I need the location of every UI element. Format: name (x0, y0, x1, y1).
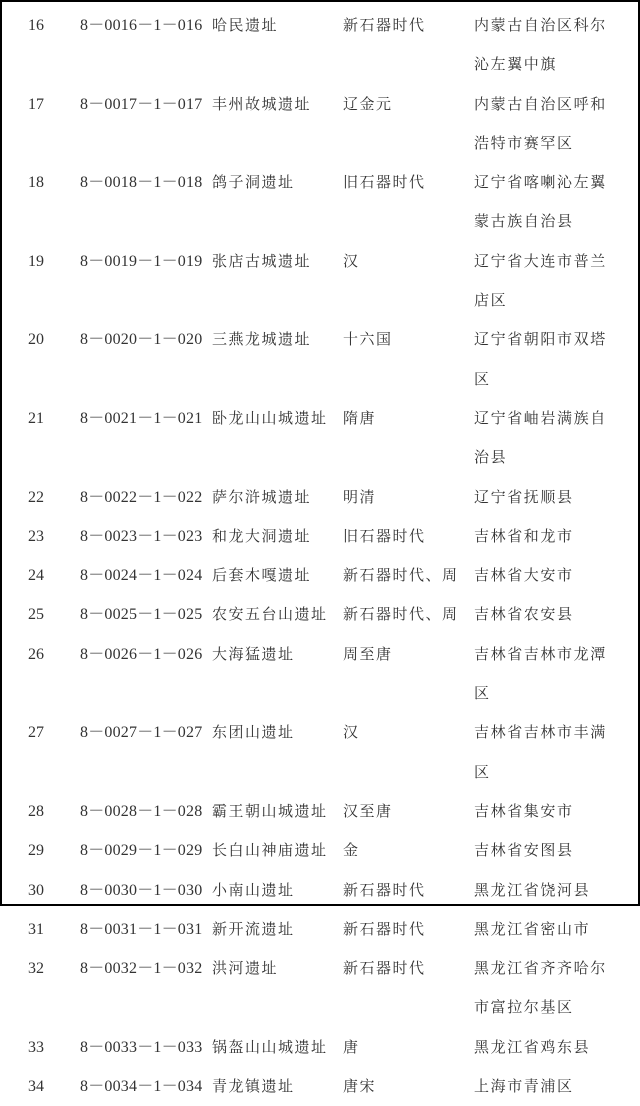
table-row (2, 871, 638, 910)
row-number: 34 (28, 1078, 44, 1096)
site-code: 8－0019－1－019 (80, 252, 203, 270)
site-code: 8－0024－1－024 (80, 567, 203, 585)
site-name: 卧龙山山城遗址 (212, 408, 328, 427)
site-location: 内蒙古自治区科尔沁左翼中旗 (474, 16, 607, 74)
site-code: 8－0017－1－017 (80, 95, 203, 113)
row-number: 18 (28, 174, 44, 192)
site-location: 黑龙江省鸡东县 (474, 1037, 591, 1056)
site-location: 吉林省大安市 (474, 566, 574, 585)
site-era: 新石器时代 (343, 880, 426, 899)
site-name: 丰州故城遗址 (212, 94, 312, 113)
table-row (2, 242, 638, 321)
site-era: 明清 (343, 487, 377, 506)
table-row (2, 949, 638, 1028)
row-number: 32 (28, 960, 44, 978)
site-era: 周至唐 (343, 644, 393, 663)
site-era: 新石器时代、周 (343, 605, 459, 624)
site-code: 8－0023－1－023 (80, 527, 203, 545)
row-number: 31 (28, 920, 44, 938)
site-code: 8－0020－1－020 (80, 331, 203, 349)
row-number: 29 (28, 842, 44, 860)
table-row (2, 478, 638, 517)
site-code: 8－0021－1－021 (80, 409, 203, 427)
site-era: 唐宋 (343, 1077, 377, 1096)
row-number: 28 (28, 802, 44, 820)
site-era: 新石器时代 (343, 16, 426, 34)
site-code: 8－0029－1－029 (80, 842, 203, 860)
site-name: 大海猛遗址 (212, 644, 295, 663)
site-location: 吉林省和龙市 (474, 526, 574, 545)
site-code: 8－0027－1－027 (80, 724, 203, 742)
table-row (2, 1028, 638, 1067)
row-number: 33 (28, 1038, 44, 1056)
table-row (2, 713, 638, 792)
table-row (2, 595, 638, 634)
table-row (2, 85, 638, 164)
site-name: 青龙镇遗址 (212, 1077, 295, 1096)
site-name: 洪河遗址 (212, 959, 279, 978)
row-number: 30 (28, 881, 44, 899)
site-era: 金 (343, 841, 360, 860)
site-era: 辽金元 (343, 94, 393, 113)
row-number: 23 (28, 527, 44, 545)
table-row (2, 399, 638, 478)
table-row (2, 163, 638, 242)
table-row (2, 792, 638, 831)
site-name: 新开流遗址 (212, 919, 295, 938)
site-era: 旧石器时代 (343, 526, 426, 545)
site-era: 十六国 (343, 330, 393, 349)
site-code: 8－0030－1－030 (80, 881, 203, 899)
site-name: 霸王朝山城遗址 (212, 801, 328, 820)
site-era: 汉 (343, 251, 360, 270)
table-row (2, 556, 638, 595)
row-number: 17 (28, 95, 44, 113)
site-location: 辽宁省朝阳市双塔区 (474, 330, 607, 388)
site-location: 吉林省吉林市龙潭区 (474, 644, 607, 703)
site-name: 后套木嘎遗址 (212, 566, 312, 585)
site-name: 小南山遗址 (212, 880, 295, 899)
site-code: 8－0033－1－033 (80, 1038, 203, 1056)
site-name: 三燕龙城遗址 (212, 330, 312, 349)
site-name: 鸽子洞遗址 (212, 173, 295, 192)
site-location: 吉林省吉林市丰满区 (474, 723, 607, 781)
site-name: 农安五台山遗址 (212, 605, 328, 624)
site-location: 黑龙江省密山市 (474, 919, 591, 938)
site-era: 新石器时代、周 (343, 566, 459, 585)
site-era: 汉至唐 (343, 801, 393, 820)
row-number: 27 (28, 724, 44, 742)
row-number: 24 (28, 567, 44, 585)
site-era: 唐 (343, 1037, 360, 1056)
site-era: 汉 (343, 723, 360, 742)
site-era: 新石器时代 (343, 959, 426, 978)
site-location: 辽宁省喀喇沁左翼蒙古族自治县 (474, 173, 607, 231)
site-era: 隋唐 (343, 408, 377, 427)
site-code: 8－0026－1－026 (80, 645, 203, 663)
site-name: 萨尔浒城遗址 (212, 487, 312, 506)
row-number: 26 (28, 645, 44, 663)
site-name: 和龙大洞遗址 (212, 526, 312, 545)
table-row (2, 320, 638, 399)
site-location: 吉林省农安县 (474, 605, 574, 624)
site-era: 新石器时代 (343, 919, 426, 938)
site-code: 8－0022－1－022 (80, 488, 203, 506)
table-row (2, 517, 638, 556)
site-code: 8－0018－1－018 (80, 174, 203, 192)
table-row (2, 910, 638, 949)
site-name: 长白山神庙遗址 (212, 841, 328, 860)
table-row (2, 6, 638, 85)
row-number: 19 (28, 252, 44, 270)
site-code: 8－0025－1－025 (80, 606, 203, 624)
site-name: 东团山遗址 (212, 723, 295, 742)
table-row (2, 635, 638, 714)
site-name: 哈民遗址 (212, 16, 279, 34)
heritage-sites-table (2, 6, 638, 1106)
site-location: 辽宁省岫岩满族自治县 (474, 408, 607, 467)
row-number: 22 (28, 488, 44, 506)
site-name: 张店古城遗址 (212, 251, 312, 270)
table-row (2, 1067, 638, 1106)
site-location: 黑龙江省齐齐哈尔市富拉尔基区 (474, 959, 607, 1017)
site-location: 辽宁省抚顺县 (474, 487, 574, 506)
site-location: 黑龙江省饶河县 (474, 880, 591, 899)
row-number: 16 (28, 17, 44, 34)
site-location: 吉林省安图县 (474, 841, 574, 860)
row-number: 20 (28, 331, 44, 349)
site-code: 8－0034－1－034 (80, 1078, 203, 1096)
site-code: 8－0032－1－032 (80, 960, 203, 978)
site-location: 上海市青浦区 (474, 1077, 574, 1096)
site-code: 8－0028－1－028 (80, 802, 203, 820)
row-number: 21 (28, 409, 44, 427)
site-era: 旧石器时代 (343, 173, 426, 192)
site-location: 吉林省集安市 (474, 801, 574, 820)
table-row (2, 831, 638, 870)
site-code: 8－0016－1－016 (80, 17, 203, 34)
row-number: 25 (28, 606, 44, 624)
site-location: 辽宁省大连市普兰店区 (474, 251, 607, 310)
site-location: 内蒙古自治区呼和浩特市赛罕区 (474, 94, 607, 152)
site-code: 8－0031－1－031 (80, 920, 203, 938)
site-name: 锅盔山山城遗址 (212, 1037, 328, 1056)
